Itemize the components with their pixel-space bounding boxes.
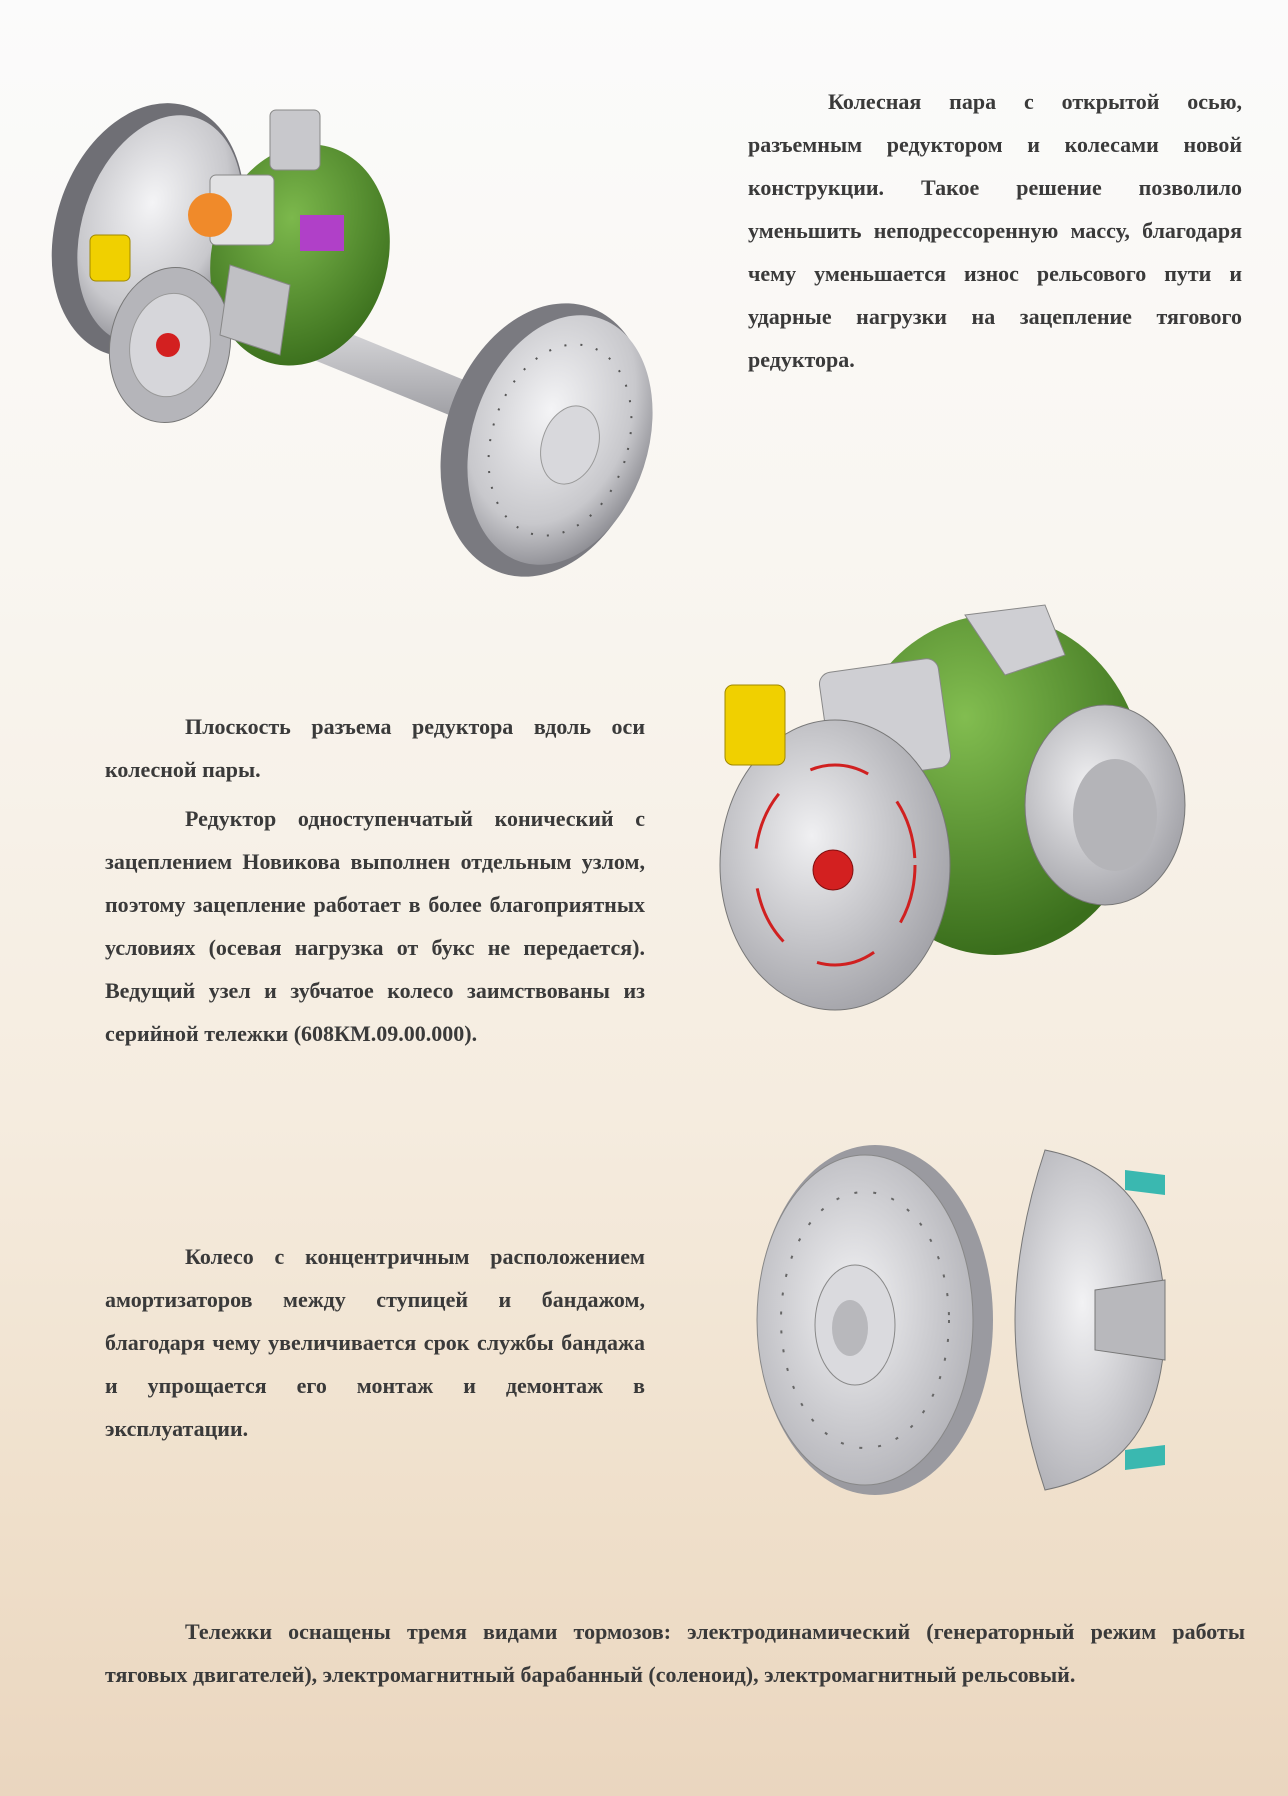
gearbox-illustration xyxy=(705,595,1205,1075)
gearbox-paragraph: Редуктор одноступенчатый конический с зацеплением Новикова выполнен отдельным узлом, поэтому зацепление работает в более благоприятных условиях (осевая нагрузка от букс не передается). Ведущий узел и зубчатое колесо заимствованы из серийной тележки (608КМ.09.00.000). xyxy=(105,806,645,1046)
wheel-section-illustration xyxy=(745,1130,1185,1510)
wheelset-description xyxy=(748,80,1242,381)
wheelset-paragraph: Колесная пара с открытой осью, разъемным редуктором и колесами новой конструкции. Такое решение позволило уменьшить неподрессоренную массу, благодаря чему уменьшается износ рельсового пути и ударные нагрузки на зацепление тягового редуктора. xyxy=(748,89,1242,372)
brakes-description xyxy=(105,1610,1245,1696)
wheel-description xyxy=(105,1235,645,1450)
gearbox-description xyxy=(105,705,645,1055)
wheelset-illustration xyxy=(30,55,720,595)
wheel-paragraph: Колесо с концентричным расположением амортизаторов между ступицей и бандажом, благодаря чему увеличивается срок службы бандажа и упрощается его монтаж и демонтаж в эксплуатации. xyxy=(105,1244,645,1441)
split-plane-paragraph: Плоскость разъема редуктора вдоль оси колесной пары. xyxy=(105,714,645,782)
brakes-paragraph: Тележки оснащены тремя видами тормозов: электродинамический (генераторный режим работы тяговых двигателей), электромагнитный барабанный (соленоид), электромагнитный рельсовый. xyxy=(105,1619,1245,1687)
